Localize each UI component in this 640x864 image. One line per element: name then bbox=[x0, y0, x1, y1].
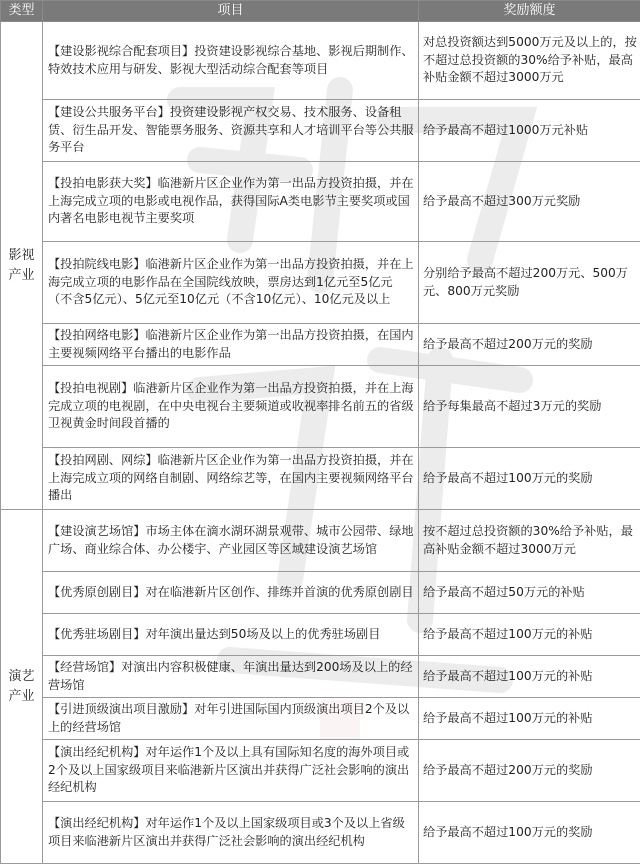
item-cell: 【演出经纪机构】对年运作1个及以上国家级项目或3个及以上省级项目来临港新片区演出并获得广泛社会影响的演出经纪机构 bbox=[43, 802, 419, 864]
item-cell: 【建设演艺场馆】市场主体在滴水湖环湖景观带、城市公园带、绿地广场、商业综合体、办公楼宇、产业园区等区域建设演艺场馆 bbox=[43, 510, 419, 572]
item-cell: 【优秀原创剧目】对在临港新片区创作、排练并首演的优秀原创剧目 bbox=[43, 572, 419, 614]
table-row bbox=[1, 100, 640, 162]
award-cell: 分别给予最高不超过200万元、500万元、800万元奖励 bbox=[419, 242, 640, 324]
table-row bbox=[1, 698, 640, 740]
award-cell: 给予最高不超过100万元的奖励 bbox=[419, 448, 640, 510]
award-cell: 给予最高不超过200万元的奖励 bbox=[419, 740, 640, 802]
item-cell: 【投拍院线电影】临港新片区企业作为第一出品方投资拍摄，并在上海完成立项的电影作品在全国院线放映，票房达到1亿元至5亿元（不含5亿元）、5亿元至10亿元（不含10亿元）、10亿元及以上 bbox=[43, 242, 419, 324]
table-row bbox=[1, 510, 640, 572]
award-cell: 给予最高不超过100万元的奖励 bbox=[419, 802, 640, 864]
table-row bbox=[1, 162, 640, 242]
item-cell: 【建设公共服务平台】投资建设影视产权交易、技术服务、设备租赁、衍生品开发、智能票务服务、资源共享和人才培训平台等公共服务平台 bbox=[43, 100, 419, 162]
item-cell: 【投拍电影获大奖】临港新片区企业作为第一出品方投资拍摄，并在上海完成立项的电影或电视作品，获得国际A类电影节主要奖项或国内著名电影电视节主要奖项 bbox=[43, 162, 419, 242]
table-row bbox=[1, 22, 640, 100]
table-row bbox=[1, 366, 640, 448]
item-cell: 【投拍网络电影】临港新片区企业作为第一出品方投资拍摄，在国内主要视频网络平台播出的电影作品 bbox=[43, 324, 419, 366]
item-cell: 【投拍电视剧】临港新片区企业作为第一出品方投资拍摄，并在上海完成立项的电视剧，在中央电视台主要频道或收视率排名前五的省级卫视黄金时间段首播的 bbox=[43, 366, 419, 448]
table-row bbox=[1, 614, 640, 656]
item-cell: 【优秀驻场剧目】对年演出量达到50场及以上的优秀驻场剧目 bbox=[43, 614, 419, 656]
table-row bbox=[1, 242, 640, 324]
item-cell: 【经营场馆】对演出内容积极健康、年演出量达到200场及以上的经营场馆 bbox=[43, 656, 419, 698]
item-cell: 【建设影视综合配套项目】投资建设影视综合基地、影视后期制作、特效技术应用与研发、影视大型活动综合配套等项目 bbox=[43, 22, 419, 100]
award-cell: 按不超过总投资额的30%给予补贴，最高补贴金额不超过3000万元 bbox=[419, 510, 640, 572]
category-cell: 影视 产业 bbox=[1, 22, 43, 510]
header-item: 项目 bbox=[43, 1, 419, 22]
table-row bbox=[1, 802, 640, 864]
table-row bbox=[1, 740, 640, 802]
table-body bbox=[1, 22, 640, 864]
table-row bbox=[1, 448, 640, 510]
award-cell: 给予最高不超过50万元的补贴 bbox=[419, 572, 640, 614]
award-cell: 给予最高不超过300万元奖励 bbox=[419, 162, 640, 242]
award-cell: 给予最高不超过1000万元补贴 bbox=[419, 100, 640, 162]
item-cell: 【投拍网剧、网综】临港新片区企业作为第一出品方投资拍摄，并在上海完成立项的网络自制剧、网络综艺等，在国内主要视频网络平台播出 bbox=[43, 448, 419, 510]
award-cell: 给予每集最高不超过3万元的奖励 bbox=[419, 366, 640, 448]
table-row bbox=[1, 324, 640, 366]
award-cell: 给予最高不超过100万元的补贴 bbox=[419, 614, 640, 656]
award-cell: 给予最高不超过100万元的补贴 bbox=[419, 698, 640, 740]
table-row bbox=[1, 656, 640, 698]
table-header-row bbox=[1, 1, 640, 22]
award-cell: 给予最高不超过200万元的奖励 bbox=[419, 324, 640, 366]
award-cell: 对总投资额达到5000万元及以上的，按不超过总投资额的30%给予补贴，最高补贴金额不超过3000万元 bbox=[419, 22, 640, 100]
item-cell: 【演出经纪机构】对年运作1个及以上具有国际知名度的海外项目或2个及以上国家级项目来临港新片区演出并获得广泛社会影响的演出经纪机构 bbox=[43, 740, 419, 802]
header-type: 类型 bbox=[1, 1, 43, 22]
category-cell: 演艺 产业 bbox=[1, 510, 43, 864]
table-row bbox=[1, 572, 640, 614]
award-cell: 给予最高不超过100万元的补贴 bbox=[419, 656, 640, 698]
header-award: 奖励额度 bbox=[419, 1, 640, 22]
item-cell: 【引进顶级演出项目激励】对年引进国际国内顶级演出项目2个及以上的经营场馆 bbox=[43, 698, 419, 740]
